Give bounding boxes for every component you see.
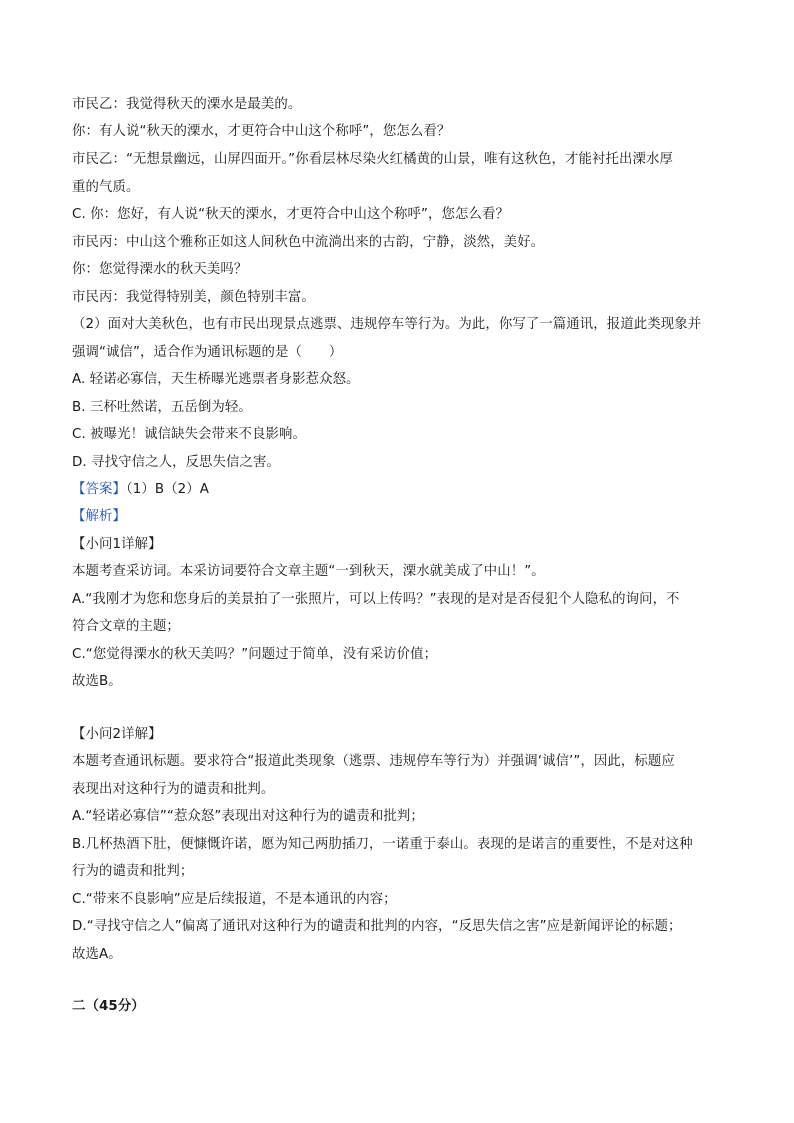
answer-line	[72, 481, 209, 499]
dialogue-line: 你：您觉得溧水的秋天美吗？	[72, 262, 248, 277]
dialogue-line: 市民乙：“无想景幽远，山屏四面开。”你看层林尽染火红橘黄的山景，唯有这秋色，才能衬托出溧水厚	[72, 152, 673, 167]
q2-line: C.“带来不良影响”应是后续报道，不是本通讯的内容；	[72, 892, 397, 907]
dialogue-line: 你：有人说“秋天的溧水，才更符合中山这个称呼”，您怎么看？	[72, 124, 451, 139]
option-d: D. 寻找守信之人，反思失信之害。	[72, 455, 280, 470]
q2-heading: 【小问2详解】	[72, 727, 162, 742]
q1-heading: 【小问1详解】	[72, 537, 162, 552]
q2-line: 故选A。	[72, 947, 122, 962]
answer-text: （1）B（2）A	[125, 482, 210, 497]
option-a: A. 轻诺必寡信，天生桥曝光逃票者身影惹众怒。	[72, 372, 360, 387]
q1-line: 符合文章的主题；	[72, 619, 180, 634]
dialogue-line: 市民丙：中山这个雅称正如这人间秋色中流淌出来的古韵，宁静，淡然，美好。	[72, 235, 545, 250]
question-line: （2）面对大美秋色，也有市民出现景点逃票、违规停车等行为。为此，你写了一篇通讯，报道此类现象并	[72, 317, 702, 332]
option-b: B. 三杯吐然诺，五岳倒为轻。	[72, 400, 252, 415]
q2-line: 表现出对这种行为的谴责和批判。	[72, 782, 275, 797]
q2-line: D.“寻找守信之人”偏离了通讯对这种行为的谴责和批判的内容，“反思失信之害”应是新闻评论的标题；	[72, 919, 682, 934]
q1-line: 故选B。	[72, 674, 122, 689]
q1-line: C.“您觉得溧水的秋天美吗？”问题过于简单，没有采访价值；	[72, 647, 438, 662]
analysis-tag: 【解析】	[72, 509, 126, 524]
dialogue-line: 市民乙：我觉得秋天的溧水是最美的。	[72, 97, 302, 112]
section-heading: 二（45分）	[72, 999, 145, 1014]
q2-line: A.“轻诺必寡信”“惹众怒”表现出对这种行为的谴责和批判；	[72, 809, 424, 824]
q2-line: 行为的谴责和批判；	[72, 864, 194, 879]
option-c: C. 被曝光！诚信缺失会带来不良影响。	[72, 427, 307, 442]
question-line: 强调“诚信”，适合作为通讯标题的是（ ）	[72, 345, 343, 360]
q2-line: B.几杯热酒下肚，便慷慨许诺，愿为知己两肋插刀，一诺重于泰山。表现的是诺言的重要性，不是对这种	[72, 837, 693, 852]
q1-line: A.“我刚才为您和您身后的美景拍了一张照片，可以上传吗？”表现的是对是否侵犯个人隐私的询问，不	[72, 592, 680, 607]
q1-line: 本题考查采访词。本采访词要符合文章主题“一到秋天，溧水就美成了中山！”。	[72, 564, 545, 579]
dialogue-line: 重的气质。	[72, 180, 140, 195]
option-line: C. 你：您好，有人说“秋天的溧水，才更符合中山这个称呼”，您怎么看？	[72, 207, 509, 222]
q2-line: 本题考查通讯标题。要求符合“报道此类现象（逃票、违规停车等行为）并强调‘诚信’”，因此，标题应	[72, 754, 675, 769]
answer-tag: 【答案】	[72, 482, 126, 497]
dialogue-line: 市民丙：我觉得特别美，颜色特别丰富。	[72, 290, 315, 305]
